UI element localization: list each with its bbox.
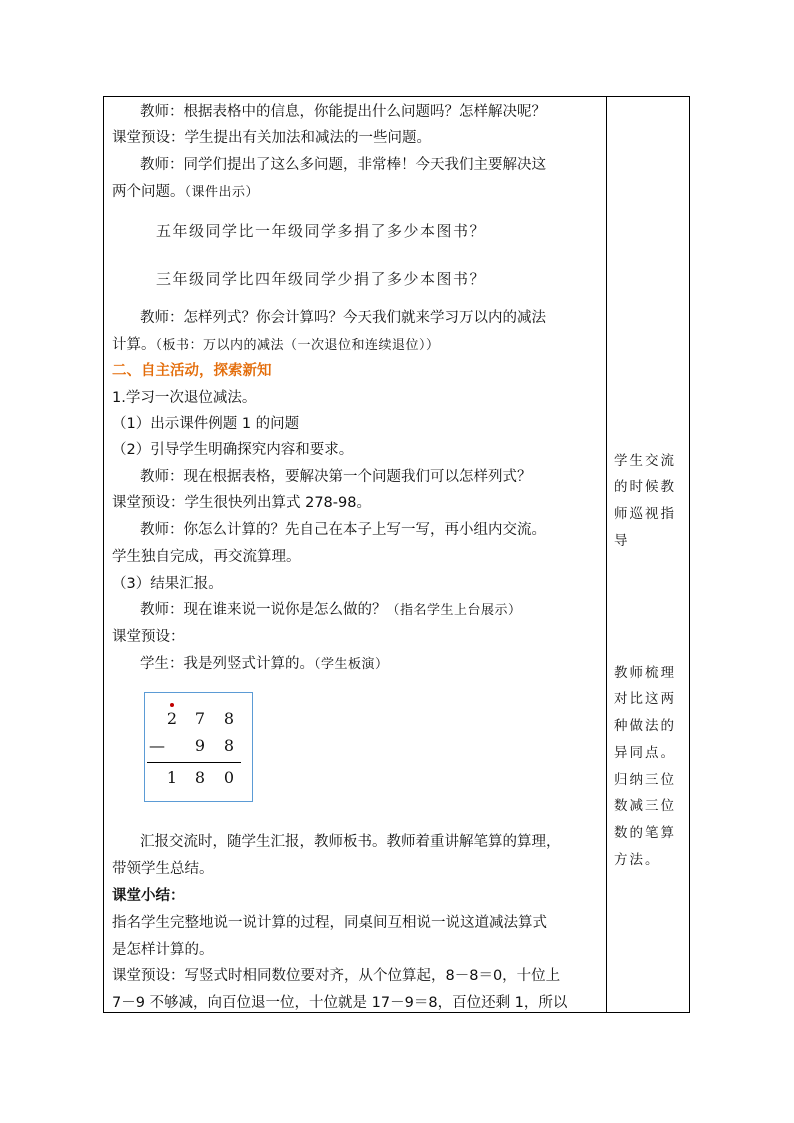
side-note-line: 教师梳理 <box>614 665 676 681</box>
teacher-line: 教师：现在谁来说一说你是怎么做的？（指名学生上台展示） <box>140 602 522 618</box>
preset-label: 课堂预设： <box>112 629 185 645</box>
board-writing-line: 计算。（板书：万以内的减法（一次退位和连续退位）） <box>112 337 440 353</box>
column-divider <box>606 96 607 1013</box>
calc-digit: 8 <box>194 768 206 787</box>
side-note-line: 对比这两 <box>614 691 676 707</box>
side-note-line: 异同点。 <box>614 745 676 761</box>
preset-line: 课堂预设：学生很快列出算式 278-98。 <box>112 495 371 511</box>
report-line: 汇报交流时，随学生汇报，教师板书。教师着重讲解笔算的算理， <box>140 834 561 850</box>
student-line: 学生：我是列竖式计算的。（学生板演） <box>140 656 389 672</box>
calc-digit: 8 <box>223 736 235 755</box>
teacher-praise-line-2: 两个问题。（课件出示） <box>112 184 260 200</box>
teacher-formula-line: 教师：怎样列式？你会计算吗？今天我们就来学习万以内的减法 <box>140 310 546 326</box>
summary-line-2: 是怎样计算的。 <box>112 942 214 958</box>
subsection-title: 1.学习一次退位减法。 <box>112 390 257 406</box>
question-1: 五年级同学比一年级同学多捐了多少本图书？ <box>156 222 487 240</box>
side-note-line: 学生交流 <box>614 453 676 469</box>
preset-line-2: 7－9 不够减，向百位退一位，十位就是 17－9＝8，百位还剩 1，所以 <box>112 995 568 1011</box>
calc-digit: 2 <box>166 709 178 728</box>
calc-rule <box>147 762 241 763</box>
side-note-line: 数的笔算 <box>614 825 676 841</box>
student-line: 学生独自完成，再交流算理。 <box>112 549 301 565</box>
section-heading: 二、自主活动，探索新知 <box>112 363 272 379</box>
question-2: 三年级同学比四年级同学少捐了多少本图书？ <box>156 270 487 288</box>
side-note-line: 数减三位 <box>614 798 676 814</box>
summary-line: 指名学生完整地说一说计算的过程，同桌间互相说一说这道减法算式 <box>112 915 547 931</box>
side-note-line: 种做法的 <box>614 718 676 734</box>
step-1: （1）出示课件例题 1 的问题 <box>112 416 300 432</box>
side-note-line: 导 <box>614 533 630 549</box>
summary-title: 课堂小结： <box>112 888 185 904</box>
minus-sign: — <box>149 736 165 755</box>
calc-digit: 7 <box>194 709 206 728</box>
side-note-line: 归纳三位 <box>614 772 676 788</box>
step-2: （2）引导学生明确探究内容和要求。 <box>112 442 354 458</box>
report-line-2: 带领学生总结。 <box>112 861 214 877</box>
teacher-question-line: 教师：根据表格中的信息，你能提出什么问题吗？怎样解决呢？ <box>140 104 546 120</box>
calc-digit: 9 <box>194 736 206 755</box>
calc-digit: 0 <box>223 768 235 787</box>
teacher-praise-line: 教师：同学们提出了这么多问题，非常棒！今天我们主要解决这 <box>140 157 546 173</box>
teacher-line: 教师：现在根据表格，要解决第一个问题我们可以怎样列式？ <box>140 469 532 485</box>
step-3: （3）结果汇报。 <box>112 576 223 592</box>
side-note-line: 的时候教 <box>614 479 676 495</box>
borrow-dot <box>170 703 174 707</box>
calc-digit: 1 <box>166 768 178 787</box>
preset-line: 课堂预设：写竖式时相同数位要对齐，从个位算起，8－8＝0，十位上 <box>112 968 561 984</box>
teacher-line: 教师：你怎么计算的？先自己在本子上写一写，再小组内交流。 <box>140 522 546 538</box>
side-note-line: 方法。 <box>614 852 661 868</box>
calc-digit: 8 <box>223 709 235 728</box>
side-note-line: 师巡视指 <box>614 506 676 522</box>
preset-line: 课堂预设：学生提出有关加法和减法的一些问题。 <box>112 130 431 146</box>
